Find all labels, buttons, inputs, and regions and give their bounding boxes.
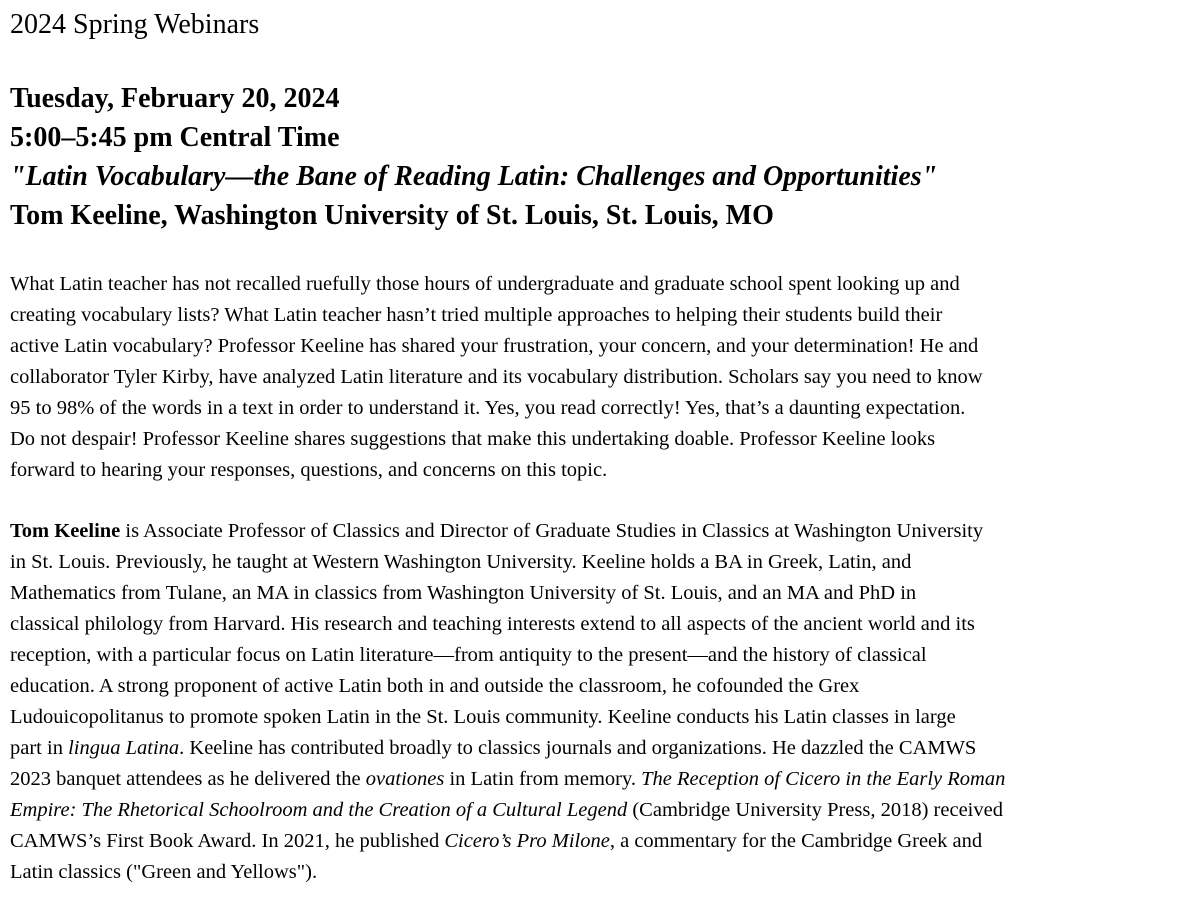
- event-title: "Latin Vocabulary—the Bane of Reading Latin: Challenges and Opportunities": [10, 161, 938, 192]
- book-title: Cicero’s Pro Milone: [444, 830, 610, 852]
- event-speaker: Tom Keeline, Washington University of St. Louis, St. Louis, MO: [10, 200, 774, 231]
- bio-text: , a commentary for the Cambridge Greek and: [609, 830, 983, 852]
- abstract-paragraph: [10, 269, 1180, 486]
- bio-paragraph: [10, 516, 1180, 888]
- book-title: The Reception of Cicero in the Early Roman: [641, 768, 1006, 790]
- bio-text: is Associate Professor of Classics and Director of Graduate Studies in Classics at Washington University: [120, 520, 984, 542]
- bio-line: education. A strong proponent of active Latin both in and outside the classroom, he cofounded the Grex: [10, 675, 860, 697]
- speaker-name: Tom Keeline: [10, 520, 121, 542]
- event-time: 5:00–5:45 pm Central Time: [10, 122, 340, 153]
- abstract-line: forward to hearing your responses, questions, and concerns on this topic.: [10, 459, 608, 481]
- abstract-line: What Latin teacher has not recalled ruefully those hours of undergraduate and graduate school spent looking up and: [10, 273, 960, 295]
- bio-line: Latin classics ("Green and Yellows").: [10, 861, 318, 883]
- series-title: 2024 Spring Webinars: [10, 9, 260, 40]
- bio-line: [10, 764, 1180, 795]
- book-title: Empire: The Rhetorical Schoolroom and the Creation of a Cultural Legend: [10, 799, 628, 821]
- bio-line: [10, 826, 1180, 857]
- bio-line: Ludouicopolitanus to promote spoken Latin in the St. Louis community. Keeline conducts his Latin classes in large: [10, 706, 956, 728]
- abstract-line: collaborator Tyler Kirby, have analyzed Latin literature and its vocabulary distribution. Scholars say you need to know: [10, 366, 983, 388]
- bio-text: (Cambridge University Press, 2018) received: [627, 799, 1003, 821]
- bio-text: . Keeline has contributed broadly to classics journals and organizations. He dazzled the CAMWS: [179, 737, 977, 759]
- event-date: Tuesday, February 20, 2024: [10, 83, 340, 114]
- bio-line: [10, 516, 1180, 547]
- italic-term: ovationes: [365, 768, 445, 790]
- abstract-line: active Latin vocabulary? Professor Keeline has shared your frustration, your concern, and your determination! He and: [10, 335, 979, 357]
- italic-term: lingua Latina: [68, 737, 180, 759]
- bio-text: 2023 banquet attendees as he delivered the: [10, 768, 366, 790]
- bio-line: Mathematics from Tulane, an MA in classics from Washington University of St. Louis, and an MA and PhD in: [10, 582, 917, 604]
- abstract-line: 95 to 98% of the words in a text in order to understand it. Yes, you read correctly! Yes, that’s a daunting expectation.: [10, 397, 966, 419]
- bio-line: [10, 795, 1180, 826]
- bio-text: part in: [10, 737, 69, 759]
- bio-line: classical philology from Harvard. His research and teaching interests extend to all aspects of the ancient world and its: [10, 613, 975, 635]
- abstract-line: creating vocabulary lists? What Latin teacher hasn’t tried multiple approaches to helping their students build their: [10, 304, 943, 326]
- bio-line: reception, with a particular focus on Latin literature—from antiquity to the present—and the history of classical: [10, 644, 927, 666]
- bio-text: CAMWS’s First Book Award. In 2021, he published: [10, 830, 445, 852]
- abstract-line: Do not despair! Professor Keeline shares suggestions that make this undertaking doable. Professor Keeline looks: [10, 428, 936, 450]
- event-header: [10, 79, 937, 235]
- bio-line: [10, 733, 1180, 764]
- bio-text: in Latin from memory.: [444, 768, 642, 790]
- bio-line: in St. Louis. Previously, he taught at Western Washington University. Keeline holds a BA in Greek, Latin, and: [10, 551, 912, 573]
